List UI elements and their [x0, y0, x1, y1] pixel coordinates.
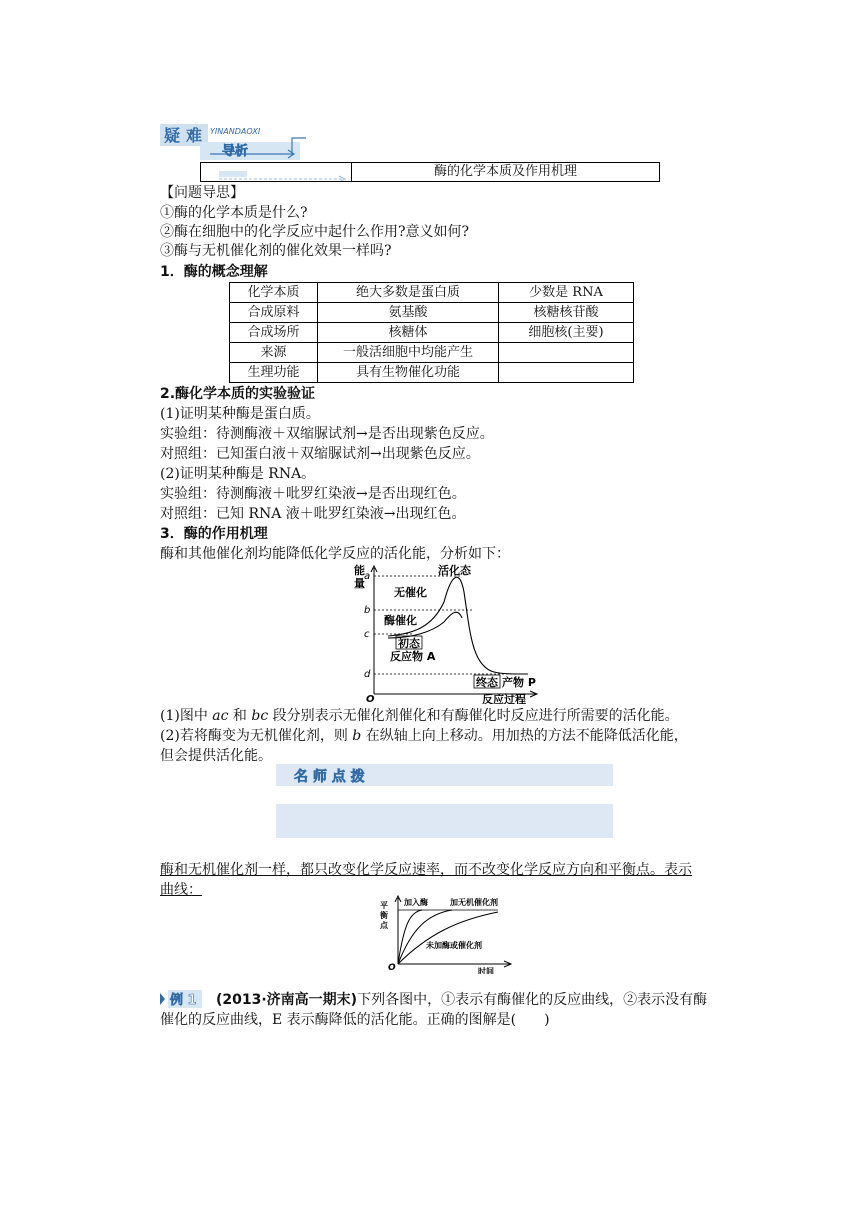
- y-label-2: 量: [354, 577, 365, 590]
- example-line-2: 催化的反应曲线，E 表示酶降低的活化能。正确的图解是( ): [160, 1012, 550, 1028]
- badge-subtitle: 导析: [222, 144, 249, 159]
- mechanism-p2: [160, 726, 688, 746]
- question-3: ③酶与无机催化剂的催化效果一样吗?: [160, 243, 392, 259]
- tip-title: 名 师 点 拨: [294, 769, 365, 785]
- verify-p4: (2)证明某种酶是 RNA。: [160, 466, 316, 482]
- table-cell: 少数是 RNA: [499, 283, 634, 303]
- fig2-ylabel-3: 点: [380, 921, 388, 930]
- mechanism-p2-line2: 但会提供活化能。: [160, 748, 272, 764]
- p2-pre: (2)若将酶变为无机催化剂，则: [160, 728, 353, 744]
- table-row: [230, 323, 634, 343]
- badge-graphic: [160, 124, 308, 164]
- add-inorganic-label: 加无机催化剂: [450, 898, 498, 907]
- section-badge: [160, 124, 308, 164]
- p1-mid: 和: [228, 708, 252, 724]
- concept-heading: 1．酶的概念理解: [160, 264, 268, 280]
- table-cell: 生理功能: [230, 363, 318, 383]
- tip-line-1: 酶和无机催化剂一样，都只改变化学反应速率，而不改变化学反应方向和平衡点。表示: [160, 862, 692, 878]
- verify-heading: 2.酶化学本质的实验验证: [160, 386, 316, 402]
- question-1: ①酶的化学本质是什么?: [160, 205, 308, 221]
- tip-body-band: [276, 804, 613, 838]
- final-state-label: 终态: [476, 676, 498, 689]
- example-source: (2013·济南高一期末): [216, 992, 358, 1008]
- verify-p6: 对照组：已知 RNA 液＋吡罗红染液→出现红色。: [160, 506, 466, 522]
- badge-char-2: 难: [186, 126, 203, 145]
- table-cell: [499, 363, 634, 383]
- table-cell: [499, 343, 634, 363]
- p1-pre: (1)图中: [160, 708, 213, 724]
- table-cell: 具有生物催化功能: [318, 363, 499, 383]
- verify-p1: (1)证明某种酶是蛋白质。: [160, 406, 320, 422]
- p1-ac: ac: [212, 708, 229, 724]
- table-cell: 核糖体: [318, 323, 499, 343]
- table-cell: 核糖核苷酸: [499, 303, 634, 323]
- table-cell: 来源: [230, 343, 318, 363]
- badge-pinyin: YINANDAOXI: [210, 127, 261, 136]
- verify-p3: 对照组：已知蛋白液＋双缩脲试剂→出现紫色反应。: [160, 446, 480, 462]
- fig2-ylabel-1: 平: [380, 901, 388, 910]
- label-b: b: [364, 605, 371, 616]
- no-catalyst-label: 无催化: [394, 586, 427, 599]
- badge-char-1: 疑: [164, 126, 181, 145]
- p1-post: 段分别表示无催化剂催化和有酶催化时反应进行所需要的活化能。: [268, 708, 679, 724]
- example-line-1: [216, 990, 707, 1010]
- verify-p5: 实验组：待测酶液＋吡罗红染液→是否出现红色。: [160, 486, 466, 502]
- tip-title-band: [276, 764, 613, 786]
- example-badge: [160, 990, 202, 1008]
- activated-state-label: 活化态: [438, 564, 471, 577]
- add-enzyme-label: 加入酶: [404, 898, 428, 907]
- energy-diagram: [352, 562, 542, 708]
- example-label: 例 1: [170, 993, 197, 1008]
- table-cell: 合成原料: [230, 303, 318, 323]
- reactant-label: 反应物 A: [390, 650, 436, 663]
- question-2: ②酶在细胞中的化学反应中起什么作用?意义如何?: [160, 224, 470, 240]
- p1-bc: bc: [251, 708, 269, 724]
- fig2-xlabel: 时间: [478, 967, 494, 974]
- topic-arrow: [219, 171, 349, 181]
- table-cell: 细胞核(主要): [499, 323, 634, 343]
- fig2-ylabel-2: 衡: [380, 911, 388, 920]
- example-text-1: 下列各图中，①表示有酶催化的反应曲线，②表示没有酶: [357, 992, 708, 1008]
- label-o: O: [366, 694, 375, 704]
- label-a: a: [364, 571, 371, 582]
- topic-title-box: [200, 162, 660, 182]
- p2-post: 在纵轴上向上移动。用加热的方法不能降低活化能，: [361, 728, 688, 744]
- mechanism-heading: 3．酶的作用机理: [160, 526, 268, 542]
- y-label-1: 能: [354, 564, 365, 577]
- table-row: [230, 343, 634, 363]
- fig2-origin: O: [388, 963, 396, 973]
- label-d: d: [364, 669, 371, 680]
- x-axis-label: 反应过程: [482, 693, 526, 704]
- energy-diagram-svg: [352, 562, 542, 704]
- table-cell: 化学本质: [230, 283, 318, 303]
- equilibrium-diagram-svg: [378, 894, 514, 974]
- verify-p2: 实验组：待测酶液＋双缩脲试剂→是否出现紫色反应。: [160, 426, 494, 442]
- equilibrium-diagram: [378, 894, 514, 978]
- table-row: [230, 283, 634, 303]
- enzyme-label: 酶催化: [384, 614, 417, 627]
- mechanism-intro: 酶和其他催化剂均能降低化学反应的活化能，分析如下：: [160, 546, 510, 562]
- product-label: 产物 P: [502, 676, 536, 689]
- tip-line-2: 曲线：: [160, 882, 202, 898]
- table-cell: 氨基酸: [318, 303, 499, 323]
- table-cell: 绝大多数是蛋白质: [318, 283, 499, 303]
- initial-state-label: 初态: [398, 637, 420, 650]
- no-catalyst-label-2: 未加酶或催化剂: [426, 941, 482, 950]
- p2-b: b: [352, 728, 362, 744]
- table-row: [230, 303, 634, 323]
- label-c: c: [364, 629, 370, 640]
- table-row: [230, 363, 634, 383]
- table-cell: 一般活细胞中均能产生: [318, 343, 499, 363]
- table-cell: 合成场所: [230, 323, 318, 343]
- topic-title: 酶的化学本质及作用机理: [433, 164, 577, 179]
- concept-table: [229, 282, 634, 383]
- mechanism-p1: [160, 706, 679, 726]
- no-catalyst-curve-2: [398, 912, 498, 964]
- question-section-title: 【问题导思】: [160, 185, 244, 201]
